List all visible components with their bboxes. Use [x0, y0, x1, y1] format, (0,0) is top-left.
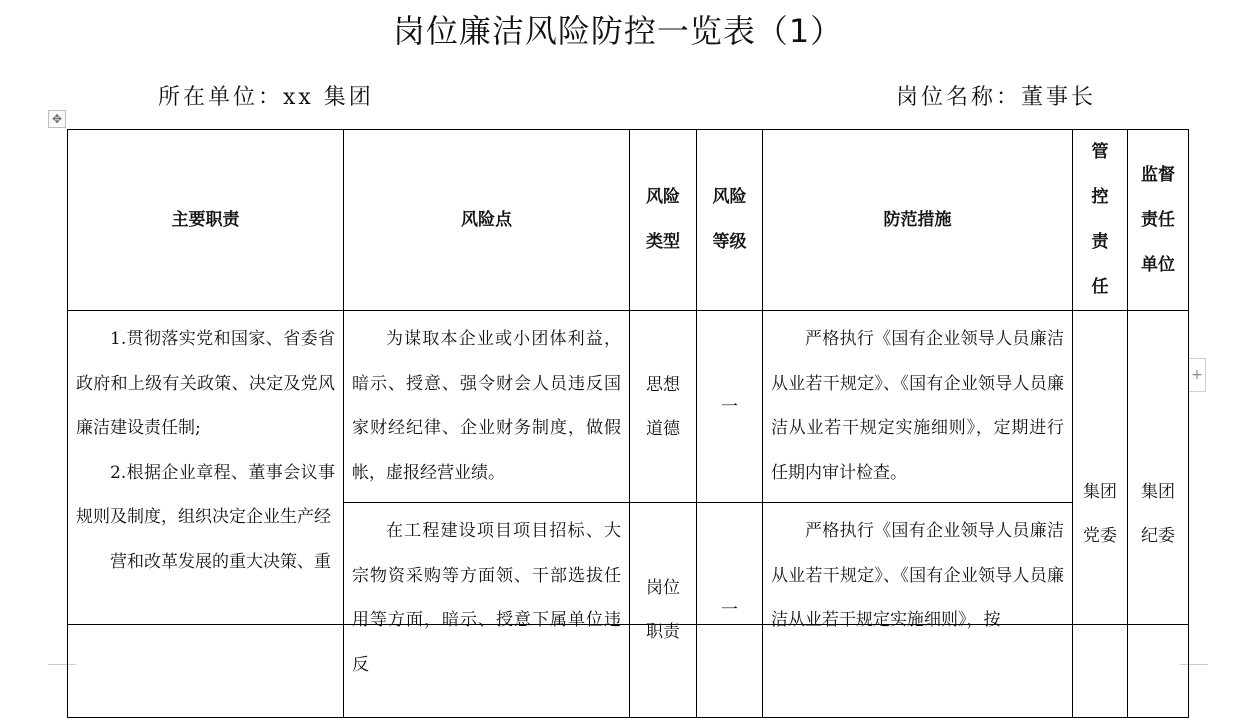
header-risk-level: 风险等级 [697, 130, 763, 311]
plus-icon[interactable]: + [1188, 358, 1206, 392]
risk-table [67, 129, 1188, 675]
risk-level-cell: 一 [697, 311, 763, 503]
measure-cell: 严格执行《国有企业领导人员廉洁从业若干规定》、《国有企业领导人员廉洁从业若干规定实施细则》，按 [763, 503, 1073, 718]
header-control-resp: 管控责任 [1073, 130, 1128, 311]
risk-type-cell: 岗位职责 [630, 503, 697, 718]
measure-cell: 严格执行《国有企业领导人员廉洁从业若干规定》、《国有企业领导人员廉洁从业若干规定实施细则》，定期进行任期内审计检查。 [763, 311, 1073, 503]
duty-paragraph: 营和改革发展的重大决策、重 [110, 551, 331, 572]
header-risk-points: 风险点 [344, 130, 630, 311]
header-risk-type: 风险类型 [630, 130, 697, 311]
unit-line: 所在单位：xx 集团 [158, 85, 374, 110]
post-line: 岗位名称：董事长 [896, 85, 1097, 110]
header-supervise-unit: 监督责任单位 [1128, 130, 1189, 311]
duties-cell [68, 311, 344, 718]
table-row [68, 311, 1189, 503]
move-cross-icon[interactable]: ✥ [48, 110, 66, 128]
risk-level-cell: 一 [697, 503, 763, 718]
duty-paragraph: 1.贯彻落实党和国家、省委省政府和上级有关政策、决定及党风廉洁建设责任制; [76, 329, 335, 438]
header-duties: 主要职责 [68, 130, 344, 311]
table-header-row [68, 130, 1189, 311]
risk-point-cell: 在工程建设项目项目招标、大宗物资采购等方面领、干部选拔任用等方面，暗示、授意下属单位违反 [344, 503, 630, 718]
header-measures: 防范措施 [763, 130, 1073, 311]
supervise-unit-cell: 集团纪委 [1128, 311, 1189, 718]
page-title: 岗位廉洁风险防控一览表（1） [392, 12, 844, 50]
risk-point-cell: 为谋取本企业或小团体利益，暗示、授意、强令财会人员违反国家财经纪律、企业财务制度，做假帐，虚报经营业绩。 [344, 311, 630, 503]
duty-paragraph: 2.根据企业章程、董事会议事规则及制度，组织决定企业生产经 [76, 462, 335, 527]
control-resp-cell: 集团党委 [1073, 311, 1128, 718]
risk-type-cell: 思想道德 [630, 311, 697, 503]
